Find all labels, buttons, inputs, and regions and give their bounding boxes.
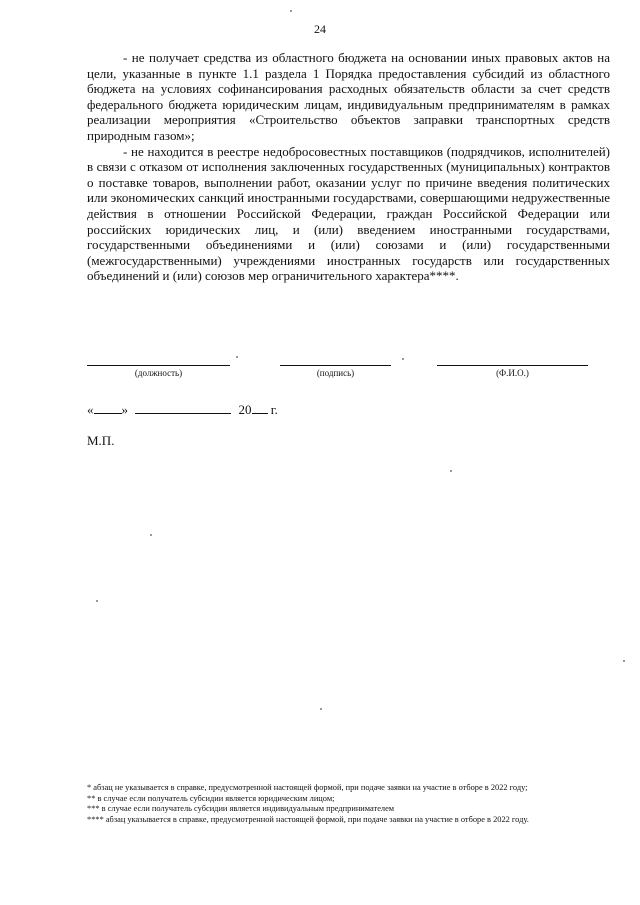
footnote-1: * абзац не указывается в справке, предусмотренной настоящей формой, при подаче заявки на участие в отборе в 2022 году; — [87, 783, 528, 792]
signature-field — [280, 365, 391, 378]
signature-row — [0, 365, 640, 395]
full-name-label: (Ф.И.О.) — [496, 368, 529, 378]
day-blank — [94, 403, 122, 414]
stamp-place-label: М.П. — [87, 433, 115, 448]
month-blank — [135, 403, 231, 414]
year-prefix: 20 — [238, 402, 252, 417]
scan-speck — [320, 708, 322, 710]
scan-speck — [402, 358, 404, 360]
year-blank — [252, 403, 268, 414]
scan-speck — [290, 10, 292, 12]
footnote-3: *** в случае если получатель субсидии является индивидуальным предпринимателем — [87, 804, 395, 814]
date-open-quote: « — [87, 402, 94, 417]
year-suffix: г. — [270, 402, 278, 417]
body-text — [87, 50, 610, 284]
footnote-2: ** в случае если получатель субсидии является юридическим лицом; — [87, 793, 335, 803]
paragraph-not-in-registry: - не находится в реестре недобросовестных поставщиков (подрядчиков, исполнителей) в связи с отказом от исполнения заключенных государственных (муниципальных) контрактов о поставке товаров, выполнении работ, оказании услуг по причине введения политических или экономических санкций иностранными государствами, совершающими недружественные действия в отношении Российской Федерации, граждан Российской Федерации или российских юридических лиц, и (или) введением иностранными государствами, государственными объединениями и (или) союзами и (или) государственными (межгосударственными) учреждениями иностранных государств или государственных объединений и (или) союзов мер ограничительного характера****. — [87, 143, 610, 284]
page-number: 24 — [314, 22, 326, 36]
scan-speck — [96, 600, 98, 602]
signature-label: (подпись) — [316, 368, 355, 378]
scan-speck — [236, 356, 238, 358]
position-label: (должность) — [134, 368, 183, 378]
footnotes — [87, 783, 617, 825]
scan-speck — [623, 660, 625, 662]
date-line — [87, 402, 278, 418]
date-close-quote: » — [121, 402, 128, 417]
scan-speck — [150, 534, 152, 536]
position-field — [87, 365, 230, 378]
full-name-field — [437, 365, 588, 378]
footnote-4: **** абзац указывается в справке, предусмотренной настоящей формой, при подаче заявки на участие в отборе в 2022 году. — [87, 814, 529, 824]
scan-speck — [450, 470, 452, 472]
paragraph-no-budget-funds: - не получает средства из областного бюджета на основании иных правовых актов на цели, указанные в пункте 1.1 раздела 1 Порядка предоставления субсидий из областного бюджета на условиях софинансирования расходных обязательств области за счет средств федерального бюджета юридическим лицам, индивидуальным предпринимателям в рамках реализации мероприятия «Строительство объектов заправки транспортных средств природным газом»; — [87, 50, 610, 143]
